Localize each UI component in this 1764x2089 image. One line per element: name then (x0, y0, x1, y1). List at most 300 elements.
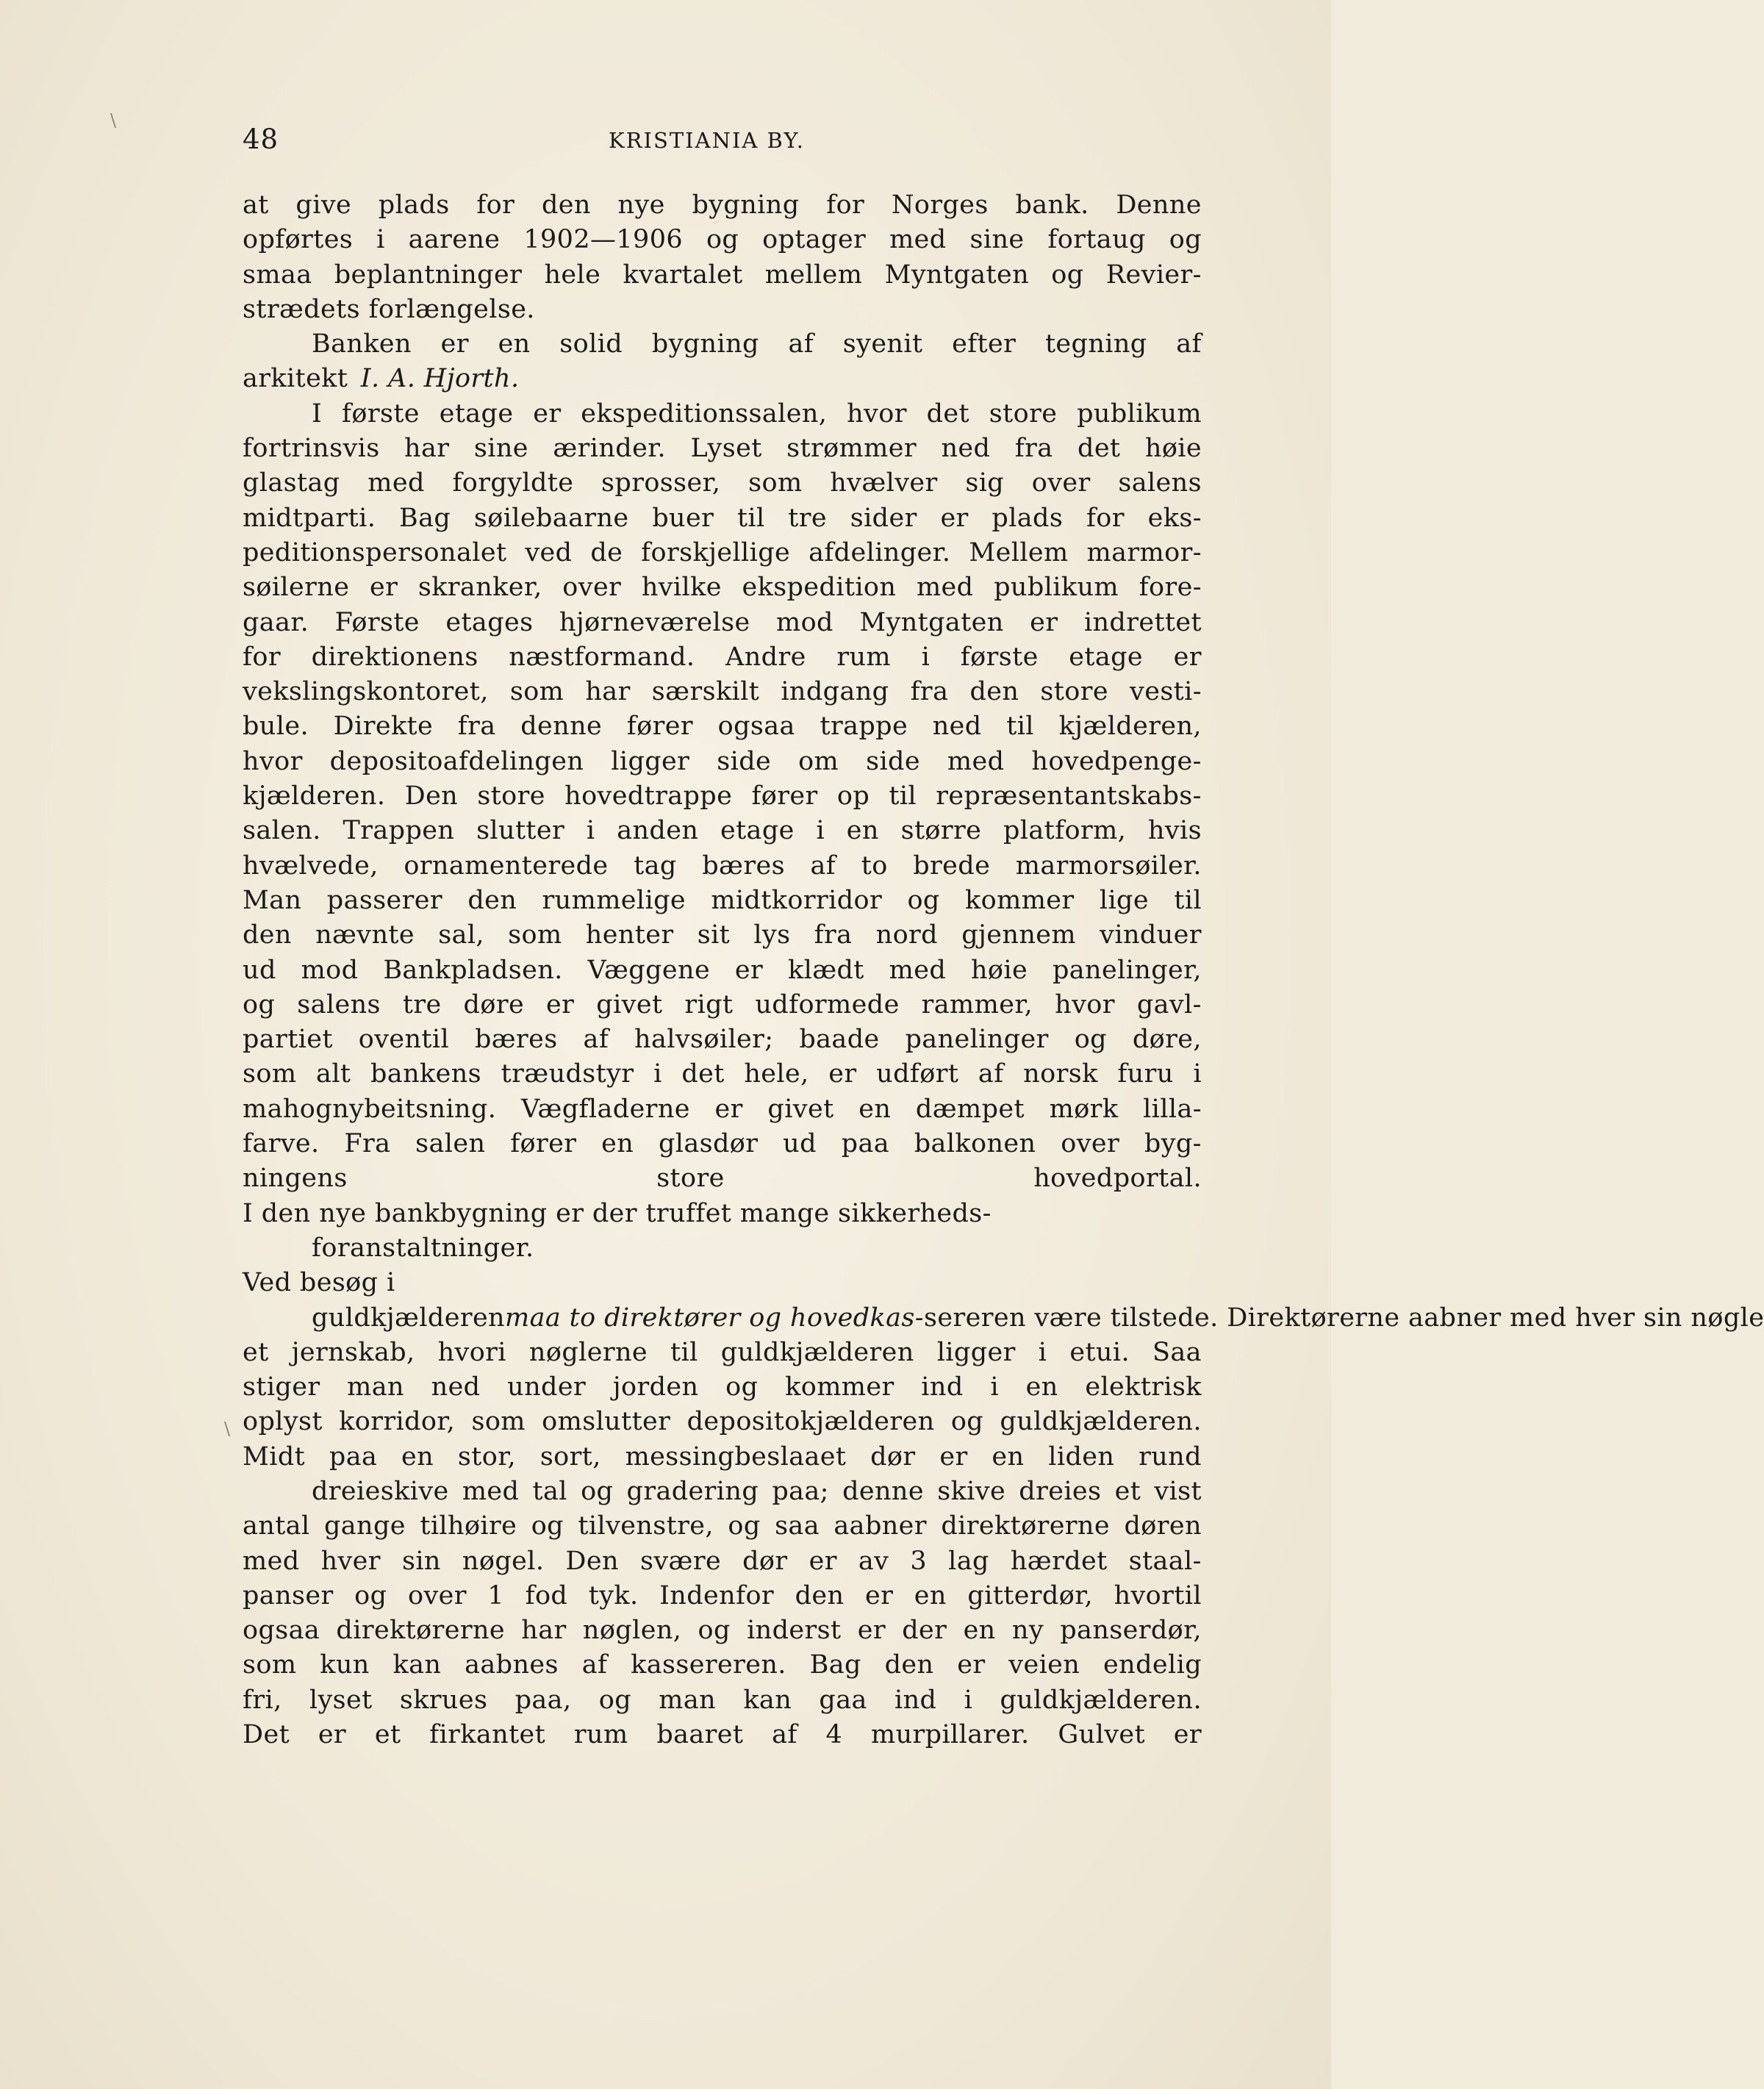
word: hvis (1147, 816, 1202, 846)
word: af (583, 1025, 609, 1055)
word: en (498, 329, 531, 359)
text-line (243, 918, 1202, 953)
word: under (507, 1372, 587, 1402)
word: rammer, (921, 989, 1033, 1020)
word: er (940, 503, 969, 533)
text-line (243, 1301, 1764, 1336)
word: ornamenterede (404, 850, 609, 881)
text-line (243, 953, 1202, 988)
word: er (714, 1094, 743, 1124)
text-line (243, 1544, 1202, 1579)
word: i (1038, 1337, 1047, 1367)
word: paa; (772, 1476, 829, 1506)
word: i (964, 1685, 973, 1715)
word: brede (913, 850, 991, 881)
word: elektrisk (1085, 1372, 1202, 1402)
word: efter (952, 329, 1017, 359)
word: etui. (1069, 1337, 1130, 1367)
word: omslutter (542, 1407, 671, 1437)
word: ud (243, 955, 276, 985)
word: Bag (809, 1650, 861, 1680)
word: døre, (1132, 1025, 1202, 1055)
word: nøgel. (462, 1546, 545, 1576)
word: døren (1124, 1511, 1202, 1541)
word: forgyldte (452, 468, 574, 498)
word: den (541, 190, 591, 220)
word: bankens (370, 1059, 482, 1089)
word: stor, (457, 1441, 517, 1472)
word: rummelige (542, 885, 686, 915)
word: etages (445, 607, 534, 637)
word: ningens (243, 1164, 348, 1194)
word: en (914, 1580, 947, 1610)
word: har (404, 434, 450, 464)
word: en (992, 1441, 1025, 1472)
word: er (546, 989, 575, 1020)
word: dæmpet (915, 1094, 1025, 1124)
word: antal (243, 1511, 310, 1541)
word: lyset (309, 1685, 373, 1715)
word: sit (697, 920, 731, 950)
word: de (590, 537, 623, 567)
word: Vægfladerne (520, 1094, 690, 1124)
word: passerer (326, 885, 443, 915)
word: og (1051, 259, 1084, 290)
word: ved (525, 537, 573, 567)
word: og (728, 1511, 761, 1541)
architect-name: I. A. Hjorth. (360, 364, 520, 394)
word: det (1078, 434, 1121, 464)
word: for (476, 190, 515, 220)
text-line (243, 1440, 1202, 1475)
word: givet (596, 989, 663, 1020)
word: og (243, 989, 276, 1020)
word: hovedportal. (1033, 1164, 1202, 1194)
word: ligger (611, 746, 690, 776)
word: aabner (833, 1511, 927, 1541)
word: indgang (781, 677, 889, 707)
word: Væggene (587, 955, 711, 985)
word: hvor (1055, 989, 1115, 1020)
text-line (243, 188, 1202, 223)
word: side (866, 746, 920, 776)
word: kan (392, 1650, 442, 1680)
word: tre (788, 503, 828, 533)
word: hovedpenge- (1031, 746, 1202, 776)
word: som (748, 468, 803, 498)
word: og (1074, 1025, 1107, 1055)
word: peditionspersonalet (243, 537, 507, 567)
text-line (243, 431, 1202, 466)
word: partiet (243, 1025, 333, 1055)
word: hvor (847, 398, 907, 429)
word: firkantet (429, 1720, 546, 1750)
word: er (957, 1650, 986, 1680)
word: staal- (1128, 1546, 1202, 1576)
word: klædt (788, 955, 864, 985)
word: Mellem (969, 537, 1069, 567)
word: nord (875, 920, 938, 950)
word: en (846, 816, 879, 846)
word: bygning (651, 329, 759, 359)
word: byg- (1144, 1129, 1202, 1159)
word: 4 (825, 1720, 843, 1750)
word: fra (910, 677, 949, 707)
word: marmorsøiler. (1015, 850, 1202, 881)
word: hele (544, 259, 601, 290)
word: vist (1154, 1476, 1202, 1506)
word: lige (1099, 885, 1149, 915)
word: ogsaa (243, 1616, 320, 1646)
word: jorden (612, 1372, 699, 1402)
word: op (836, 781, 870, 811)
word: Saa (1152, 1337, 1202, 1367)
word: henter (585, 920, 674, 950)
word: gjennem (961, 920, 1076, 950)
word: er (1173, 642, 1202, 672)
word: søilebaarne (473, 503, 629, 533)
word: skranker, (417, 573, 542, 603)
word: er (808, 1546, 837, 1576)
word: farve. (243, 1129, 320, 1159)
word: med (889, 955, 947, 985)
text-line (243, 1648, 1202, 1683)
word: depositoafdelingen (329, 746, 584, 776)
text-line (243, 1092, 1202, 1127)
word: af (810, 850, 836, 881)
word: lag (948, 1546, 989, 1576)
word: sprosser, (601, 468, 721, 498)
word: hele, (744, 1059, 809, 1089)
text-line (243, 1370, 1202, 1405)
word: salens (297, 989, 381, 1020)
word: den (243, 920, 292, 950)
word: beplantninger (334, 259, 523, 290)
text-line (243, 1057, 1202, 1092)
word: etage (720, 816, 795, 846)
word: større (900, 816, 982, 846)
word: gange (323, 1511, 406, 1541)
text-line (243, 223, 1202, 257)
word: ny (1011, 1616, 1044, 1646)
word: den (795, 1580, 845, 1610)
word: panelinger (905, 1025, 1049, 1055)
word: ekspeditionssalen, (581, 398, 828, 429)
word: med (368, 468, 425, 498)
word: høie (970, 955, 1028, 985)
word: har (585, 677, 631, 707)
word: oplyst (243, 1407, 323, 1437)
text-line (243, 640, 1202, 675)
word: den (884, 1650, 934, 1680)
word: eks- (1147, 503, 1202, 533)
word: baade (799, 1025, 880, 1055)
word: med (947, 746, 1005, 776)
word: en (601, 1129, 634, 1159)
word: guldkjælderen. (1000, 1407, 1202, 1437)
word: sin (401, 1546, 441, 1576)
word: fore- (1139, 573, 1202, 603)
word: træudstyr (501, 1059, 634, 1089)
italic-term: maa to direktører og hovedkas- (505, 1303, 924, 1333)
word: til (1174, 885, 1202, 915)
page-number: 48 (243, 123, 279, 155)
word: vinduer (1100, 920, 1202, 950)
word: gavl- (1136, 989, 1202, 1020)
word: rum (573, 1720, 628, 1750)
word: dør (870, 1441, 916, 1472)
word: er (318, 1720, 347, 1750)
word: af (788, 329, 814, 359)
word: og (698, 1616, 731, 1646)
word: den (969, 677, 1019, 707)
word: depositokjælderen (686, 1407, 935, 1437)
text-line (243, 362, 1202, 396)
word: er (440, 329, 469, 359)
word: tal (532, 1476, 567, 1506)
word: og (531, 1511, 564, 1541)
word: ekspedition (742, 573, 897, 603)
word: aarene (408, 225, 501, 255)
word: Norges (891, 190, 989, 220)
text-line (243, 258, 1202, 293)
word: indrettet (1083, 607, 1202, 637)
word: kun (320, 1650, 370, 1680)
paper-speck: \ (224, 1419, 231, 1439)
word: paa, (514, 1685, 572, 1715)
word: vesti- (1130, 677, 1202, 707)
word: murpillarer. (870, 1720, 1030, 1750)
word: Gulvet (1058, 1720, 1145, 1750)
word: har (521, 1616, 567, 1646)
word: Myntgaten (859, 607, 1004, 637)
word: direktørerne (336, 1616, 506, 1646)
word: tegning (1044, 329, 1147, 359)
word: plads (992, 503, 1064, 533)
word: I (312, 398, 323, 429)
word: Den (565, 1546, 619, 1576)
word: foranstaltninger. (312, 1233, 534, 1263)
word: give (295, 190, 352, 220)
text-line (243, 988, 1202, 1022)
word: nævnte (315, 920, 415, 950)
word: i (1193, 1059, 1202, 1089)
word: er (533, 398, 562, 429)
word: hvælver (830, 468, 938, 498)
word: side (717, 746, 772, 776)
word: skive (937, 1476, 1006, 1506)
word: høie (1144, 434, 1202, 464)
word: sine (969, 225, 1025, 255)
word: afdelinger. (808, 537, 951, 567)
word: fra (1014, 434, 1053, 464)
word: udformede (755, 989, 900, 1020)
word: tyk. (588, 1580, 639, 1610)
body-text (243, 188, 1764, 1788)
word: tag (634, 850, 677, 881)
text-line: strædets forlængelse. (243, 294, 535, 324)
word: sal, (438, 920, 484, 950)
word: og (907, 885, 940, 915)
word: første (342, 398, 420, 429)
word: Denne (1116, 190, 1202, 220)
word: platform, (1003, 816, 1127, 846)
word: for (243, 642, 281, 672)
word: midtkorridor (711, 885, 883, 915)
word: smaa (243, 259, 312, 290)
word: ind (894, 1685, 937, 1715)
word: Trappen (343, 816, 455, 846)
text-fragment: sereren være tilstede. Direktørerne aabner med hver sin nøgle (923, 1303, 1764, 1333)
word: kommer (785, 1372, 894, 1402)
word: liden (1048, 1441, 1115, 1472)
word: tilvenstre, (578, 1511, 714, 1541)
word: gradering (626, 1476, 759, 1506)
word: lys (753, 920, 791, 950)
word: og (598, 1685, 632, 1715)
word: direktionens (311, 642, 478, 672)
word: glastag (243, 468, 340, 498)
word: svære (640, 1546, 722, 1576)
word: to (861, 850, 888, 881)
word: Første (334, 607, 420, 637)
word: marmor- (1086, 537, 1202, 567)
word: fortrinsvis (243, 434, 380, 464)
text-line (243, 849, 1202, 884)
word: en (963, 1616, 996, 1646)
word: etage (1069, 642, 1144, 672)
word: forskjellige (641, 537, 791, 567)
word: rigt (684, 989, 734, 1020)
word: det (926, 398, 969, 429)
word: ned (941, 434, 991, 464)
word: af (1176, 329, 1202, 359)
word: dreies (1019, 1476, 1102, 1506)
word: over (1061, 1129, 1120, 1159)
word: med (916, 573, 974, 603)
word: ind (921, 1372, 964, 1402)
word: særskilt (651, 677, 760, 707)
text-line (243, 327, 1202, 362)
word: jernskab, (291, 1337, 415, 1367)
word: buer (652, 503, 714, 533)
word: vekslingskontoret, (243, 677, 489, 707)
word: udført (876, 1059, 959, 1089)
word: fod (525, 1580, 568, 1610)
text-line (243, 814, 1202, 848)
word: skrues (399, 1685, 488, 1715)
word: som (243, 1059, 297, 1089)
word: som (508, 920, 562, 950)
word: som (471, 1407, 526, 1437)
word: til (889, 781, 917, 811)
word: veien (1008, 1650, 1080, 1680)
word: i (586, 816, 595, 846)
word: publikum (1077, 398, 1202, 429)
word: aabnes (465, 1650, 559, 1680)
paper-speck: \ (110, 110, 117, 131)
word: kjælderen. (243, 781, 386, 811)
text-line (243, 779, 1202, 814)
word: 1902—1906 (523, 225, 684, 255)
word: Bankpladsen. (383, 955, 563, 985)
page-header (243, 123, 1198, 160)
text-line (243, 1579, 1202, 1613)
word: ogsaa (717, 712, 795, 742)
word: fører (510, 1129, 577, 1159)
word: repræsentantskabs- (936, 781, 1202, 811)
word: mørk (1049, 1094, 1119, 1124)
word: søilerne (243, 573, 350, 603)
word: store (989, 398, 1058, 429)
word: rum (836, 642, 891, 672)
word: sider (850, 503, 917, 533)
word: opførtes (243, 225, 354, 255)
word: hvilke (641, 573, 722, 603)
word: bygning (692, 190, 800, 220)
word: er (828, 1059, 857, 1089)
word: nøglen, (582, 1616, 682, 1646)
word: og (581, 1476, 614, 1506)
word: døre (463, 989, 525, 1020)
word: en (1025, 1372, 1058, 1402)
text-line (243, 606, 1202, 640)
text-line (243, 536, 1202, 570)
word: givet (767, 1094, 834, 1124)
word: og (950, 1407, 984, 1437)
word: et (374, 1720, 401, 1750)
word: man (347, 1372, 404, 1402)
word: hovedtrappe (564, 781, 733, 811)
word: fører (626, 712, 693, 742)
word: midtparti. (243, 503, 376, 533)
word: om (798, 746, 839, 776)
text-line (243, 1405, 1202, 1439)
word: panser (243, 1580, 334, 1610)
word: Revier- (1105, 259, 1202, 290)
word: Man (243, 885, 302, 915)
word: er (369, 573, 398, 603)
word: fri, (243, 1685, 282, 1715)
word: i (921, 642, 931, 672)
word: med (462, 1476, 520, 1506)
word: hærdet (1010, 1546, 1108, 1576)
text-line (243, 1509, 1202, 1544)
word: store (477, 781, 545, 811)
word: gaa (819, 1685, 867, 1715)
word: næstformand. (509, 642, 695, 672)
word: bule. (243, 712, 309, 742)
word: af (581, 1650, 608, 1680)
word: ud (783, 1129, 817, 1159)
word: glasdør (658, 1129, 759, 1159)
word: panelinger, (1052, 955, 1202, 985)
word: salen. (243, 816, 321, 846)
word: denne (842, 1476, 924, 1506)
word: av (858, 1546, 889, 1576)
text-line (243, 1231, 1202, 1266)
word: er (939, 1441, 968, 1472)
word: en (401, 1441, 434, 1472)
word: kommer (965, 885, 1075, 915)
word: Midt (243, 1441, 306, 1472)
text-line: I den nye bankbygning er der truffet mange sikkerheds- (243, 1198, 992, 1228)
word: fra (814, 920, 853, 950)
word: ærinder. (553, 434, 667, 464)
word: baaret (656, 1720, 744, 1750)
word: lilla- (1143, 1094, 1202, 1124)
word: ned (932, 712, 982, 742)
